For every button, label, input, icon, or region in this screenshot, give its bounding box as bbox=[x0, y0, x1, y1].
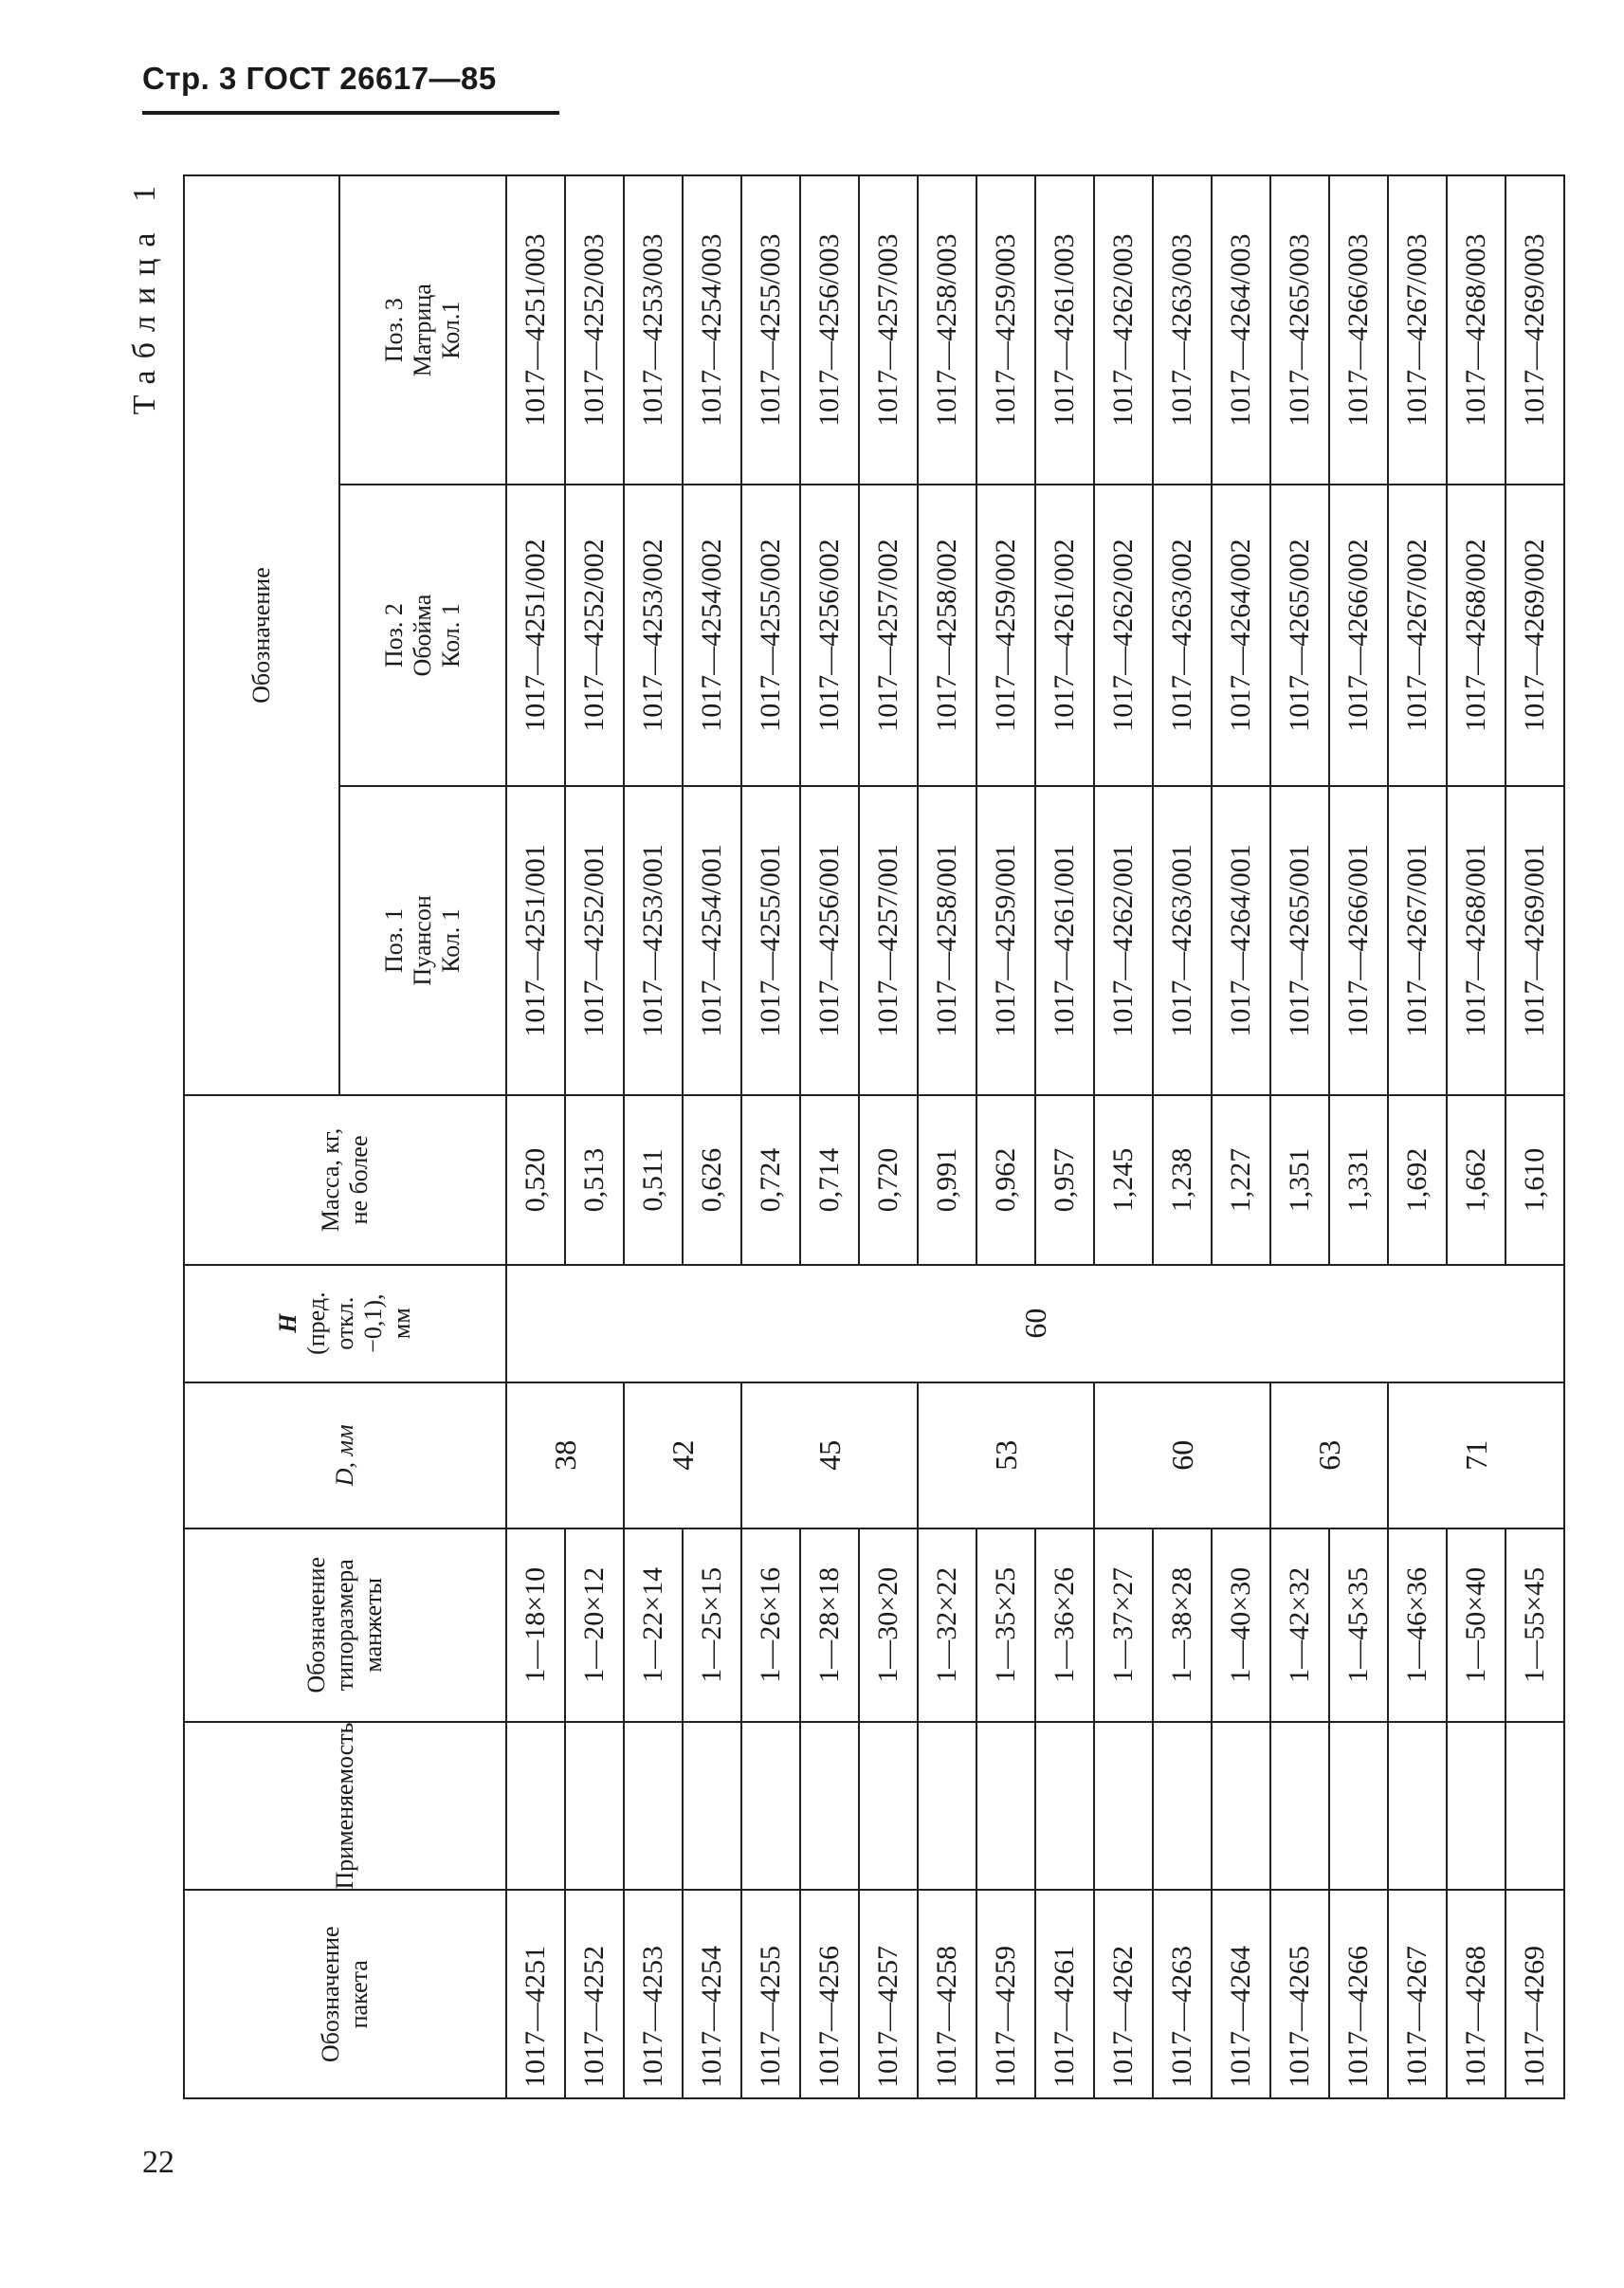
package-cell: 1017—4252 bbox=[565, 1891, 624, 2099]
pos2-cell: 1017—4261/002 bbox=[1035, 485, 1094, 785]
header-rule bbox=[142, 111, 559, 115]
pos1-cell: 1017—4257/001 bbox=[859, 786, 918, 1095]
applicability-cell bbox=[1153, 1722, 1212, 1891]
pos1-cell: 1017—4267/001 bbox=[1388, 786, 1447, 1095]
table-row bbox=[859, 175, 918, 2098]
package-cell: 1017—4267 bbox=[1388, 1891, 1447, 2099]
header-pos3-line3: Кол.1 bbox=[437, 301, 465, 359]
header-pos2-line1: Поз. 2 bbox=[380, 603, 408, 668]
applicability-cell bbox=[741, 1722, 800, 1891]
pos1-cell: 1017—4262/001 bbox=[1094, 786, 1153, 1095]
table-row bbox=[1329, 175, 1388, 2098]
header-mass-line2: не более bbox=[345, 1135, 373, 1225]
pos2-cell: 1017—4267/002 bbox=[1388, 485, 1447, 785]
pos3-cell: 1017—4265/003 bbox=[1270, 175, 1329, 485]
pos1-cell: 1017—4269/001 bbox=[1505, 786, 1564, 1095]
pos1-cell: 1017—4253/001 bbox=[624, 786, 683, 1095]
mass-cell: 1,610 bbox=[1505, 1095, 1564, 1265]
pos1-cell: 1017—4256/001 bbox=[800, 786, 859, 1095]
applicability-cell bbox=[1212, 1722, 1270, 1891]
pos3-cell: 1017—4266/003 bbox=[1329, 175, 1388, 485]
pos2-cell: 1017—4266/002 bbox=[1329, 485, 1388, 785]
pos1-cell: 1017—4252/001 bbox=[565, 786, 624, 1095]
mass-cell: 1,351 bbox=[1270, 1095, 1329, 1265]
pos2-cell: 1017—4256/002 bbox=[800, 485, 859, 785]
mass-cell: 0,511 bbox=[624, 1095, 683, 1265]
applicability-cell bbox=[1505, 1722, 1564, 1891]
mass-cell: 0,513 bbox=[565, 1095, 624, 1265]
cuff-cell: 1—40×30 bbox=[1212, 1528, 1270, 1721]
package-cell: 1017—4257 bbox=[859, 1891, 918, 2099]
pos3-cell: 1017—4269/003 bbox=[1505, 175, 1564, 485]
pos2-cell: 1017—4254/002 bbox=[683, 485, 741, 785]
cuff-cell: 1—28×18 bbox=[800, 1528, 859, 1721]
mass-cell: 0,520 bbox=[506, 1095, 565, 1265]
package-cell: 1017—4269 bbox=[1505, 1891, 1564, 2099]
table-row bbox=[741, 175, 800, 2098]
pos2-cell: 1017—4252/002 bbox=[565, 485, 624, 785]
pos1-cell: 1017—4261/001 bbox=[1035, 786, 1094, 1095]
cuff-cell: 1—18×10 bbox=[506, 1528, 565, 1721]
applicability-cell bbox=[859, 1722, 918, 1891]
table-row bbox=[1447, 175, 1505, 2098]
header-h bbox=[184, 1265, 506, 1382]
table-caption: Таблица 1 bbox=[127, 174, 162, 415]
table-row bbox=[1094, 175, 1153, 2098]
pos1-cell: 1017—4259/001 bbox=[976, 786, 1035, 1095]
pos2-cell: 1017—4255/002 bbox=[741, 485, 800, 785]
package-cell: 1017—4265 bbox=[1270, 1891, 1329, 2099]
mass-cell: 0,991 bbox=[918, 1095, 976, 1265]
pos2-cell: 1017—4258/002 bbox=[918, 485, 976, 785]
pos3-cell: 1017—4256/003 bbox=[800, 175, 859, 485]
header-mass-line1: Масса, кг, bbox=[317, 1127, 344, 1233]
table-row bbox=[976, 175, 1035, 2098]
mass-cell: 1,238 bbox=[1153, 1095, 1212, 1265]
header-pos3 bbox=[339, 175, 506, 485]
header-h-line4: −0,1), bbox=[359, 1293, 387, 1353]
header-cuff bbox=[184, 1528, 506, 1721]
page-header: Стр. 3 ГОСТ 26617—85 bbox=[142, 61, 497, 96]
d-cell: 60 bbox=[1094, 1382, 1270, 1529]
header-designation: Обозначение bbox=[184, 175, 339, 1095]
pos1-cell: 1017—4263/001 bbox=[1153, 786, 1212, 1095]
applicability-cell bbox=[506, 1722, 565, 1891]
applicability-cell bbox=[683, 1722, 741, 1891]
pos3-cell: 1017—4258/003 bbox=[918, 175, 976, 485]
table-row bbox=[1212, 175, 1270, 2098]
page-number: 22 bbox=[142, 2145, 174, 2180]
header-d: D, мм bbox=[184, 1382, 506, 1529]
cuff-cell: 1—25×15 bbox=[683, 1528, 741, 1721]
header-applicability: Применяемость bbox=[184, 1722, 506, 1891]
applicability-cell bbox=[1094, 1722, 1153, 1891]
table-row bbox=[1153, 175, 1212, 2098]
pos2-cell: 1017—4253/002 bbox=[624, 485, 683, 785]
pos1-cell: 1017—4258/001 bbox=[918, 786, 976, 1095]
pos3-cell: 1017—4267/003 bbox=[1388, 175, 1447, 485]
package-cell: 1017—4253 bbox=[624, 1891, 683, 2099]
package-cell: 1017—4255 bbox=[741, 1891, 800, 2099]
pos2-cell: 1017—4269/002 bbox=[1505, 485, 1564, 785]
mass-cell: 1,692 bbox=[1388, 1095, 1447, 1265]
pos2-cell: 1017—4251/002 bbox=[506, 485, 565, 785]
d-cell: 53 bbox=[918, 1382, 1094, 1529]
mass-cell: 0,714 bbox=[800, 1095, 859, 1265]
cuff-cell: 1—35×25 bbox=[976, 1528, 1035, 1721]
cuff-cell: 1—26×16 bbox=[741, 1528, 800, 1721]
table-row bbox=[1505, 175, 1564, 2098]
header-h-line5: мм bbox=[388, 1308, 415, 1340]
applicability-cell bbox=[976, 1722, 1035, 1891]
package-cell: 1017—4259 bbox=[976, 1891, 1035, 2099]
header-pos1-line2: Пуансон bbox=[409, 895, 436, 986]
pos3-cell: 1017—4255/003 bbox=[741, 175, 800, 485]
header-pos2 bbox=[339, 485, 506, 785]
pos3-cell: 1017—4259/003 bbox=[976, 175, 1035, 485]
rotated-table-area bbox=[127, 174, 1550, 2099]
pos2-cell: 1017—4268/002 bbox=[1447, 485, 1505, 785]
pos3-cell: 1017—4261/003 bbox=[1035, 175, 1094, 485]
pos2-cell: 1017—4257/002 bbox=[859, 485, 918, 785]
pos1-cell: 1017—4251/001 bbox=[506, 786, 565, 1095]
mass-cell: 1,662 bbox=[1447, 1095, 1505, 1265]
pos2-cell: 1017—4264/002 bbox=[1212, 485, 1270, 785]
d-cell: 63 bbox=[1270, 1382, 1388, 1529]
pos3-cell: 1017—4262/003 bbox=[1094, 175, 1153, 485]
h-cell: 60 bbox=[506, 1265, 1564, 1382]
package-cell: 1017—4254 bbox=[683, 1891, 741, 2099]
mass-cell: 1,227 bbox=[1212, 1095, 1270, 1265]
pos3-cell: 1017—4252/003 bbox=[565, 175, 624, 485]
table-row bbox=[800, 175, 859, 2098]
header-h-line2: (пред. bbox=[302, 1291, 330, 1355]
table-row bbox=[683, 175, 741, 2098]
cuff-cell: 1—32×22 bbox=[918, 1528, 976, 1721]
pos3-cell: 1017—4263/003 bbox=[1153, 175, 1212, 485]
package-cell: 1017—4251 bbox=[506, 1891, 565, 2099]
applicability-cell bbox=[624, 1722, 683, 1891]
applicability-cell bbox=[918, 1722, 976, 1891]
pos1-cell: 1017—4255/001 bbox=[741, 786, 800, 1095]
mass-cell: 1,331 bbox=[1329, 1095, 1388, 1265]
d-cell: 42 bbox=[624, 1382, 741, 1529]
pos3-cell: 1017—4253/003 bbox=[624, 175, 683, 485]
pos2-cell: 1017—4262/002 bbox=[1094, 485, 1153, 785]
header-cuff-line3: манжеты bbox=[359, 1577, 387, 1673]
header-h-line1: H bbox=[274, 1313, 301, 1333]
package-cell: 1017—4266 bbox=[1329, 1891, 1388, 2099]
package-cell: 1017—4261 bbox=[1035, 1891, 1094, 2099]
cuff-cell: 1—50×40 bbox=[1447, 1528, 1505, 1721]
cuff-cell: 1—22×14 bbox=[624, 1528, 683, 1721]
pos2-cell: 1017—4259/002 bbox=[976, 485, 1035, 785]
header-pos1-line1: Поз. 1 bbox=[380, 907, 408, 973]
mass-cell: 0,724 bbox=[741, 1095, 800, 1265]
mass-cell: 0,957 bbox=[1035, 1095, 1094, 1265]
spec-table bbox=[183, 174, 1565, 2099]
pos1-cell: 1017—4265/001 bbox=[1270, 786, 1329, 1095]
package-cell: 1017—4264 bbox=[1212, 1891, 1270, 2099]
header-pos1 bbox=[339, 786, 506, 1095]
mass-cell: 1,245 bbox=[1094, 1095, 1153, 1265]
cuff-cell: 1—37×27 bbox=[1094, 1528, 1153, 1721]
applicability-cell bbox=[1270, 1722, 1329, 1891]
pos3-cell: 1017—4251/003 bbox=[506, 175, 565, 485]
package-cell: 1017—4256 bbox=[800, 1891, 859, 2099]
header-pos2-line2: Обойма bbox=[409, 594, 436, 677]
pos3-cell: 1017—4268/003 bbox=[1447, 175, 1505, 485]
table-row bbox=[565, 175, 624, 2098]
cuff-cell: 1—46×36 bbox=[1388, 1528, 1447, 1721]
cuff-cell: 1—45×35 bbox=[1329, 1528, 1388, 1721]
package-cell: 1017—4263 bbox=[1153, 1891, 1212, 2099]
cuff-cell: 1—30×20 bbox=[859, 1528, 918, 1721]
table-row bbox=[918, 175, 976, 2098]
cuff-cell: 1—20×12 bbox=[565, 1528, 624, 1721]
cuff-cell: 1—36×26 bbox=[1035, 1528, 1094, 1721]
table-row bbox=[624, 175, 683, 2098]
package-cell: 1017—4268 bbox=[1447, 1891, 1505, 2099]
header-mass bbox=[184, 1095, 506, 1265]
table-row bbox=[1035, 175, 1094, 2098]
header-cuff-line1: Обозначение bbox=[302, 1556, 330, 1693]
applicability-cell bbox=[1447, 1722, 1505, 1891]
pos1-cell: 1017—4266/001 bbox=[1329, 786, 1388, 1095]
pos1-cell: 1017—4268/001 bbox=[1447, 786, 1505, 1095]
applicability-cell bbox=[565, 1722, 624, 1891]
table-row bbox=[506, 175, 565, 2098]
applicability-cell bbox=[1388, 1722, 1447, 1891]
pos3-cell: 1017—4257/003 bbox=[859, 175, 918, 485]
header-pos2-line3: Кол. 1 bbox=[437, 603, 465, 668]
mass-cell: 0,626 bbox=[683, 1095, 741, 1265]
pos2-cell: 1017—4263/002 bbox=[1153, 485, 1212, 785]
pos1-cell: 1017—4264/001 bbox=[1212, 786, 1270, 1095]
package-cell: 1017—4258 bbox=[918, 1891, 976, 2099]
pos1-cell: 1017—4254/001 bbox=[683, 786, 741, 1095]
cuff-cell: 1—55×45 bbox=[1505, 1528, 1564, 1721]
d-cell: 38 bbox=[506, 1382, 624, 1529]
mass-cell: 0,720 bbox=[859, 1095, 918, 1265]
header-pos1-line3: Кол. 1 bbox=[437, 908, 465, 973]
package-cell: 1017—4262 bbox=[1094, 1891, 1153, 2099]
header-package: Обозначение пакета bbox=[184, 1891, 506, 2099]
mass-cell: 0,962 bbox=[976, 1095, 1035, 1265]
table-row bbox=[1270, 175, 1329, 2098]
table-row bbox=[1388, 175, 1447, 2098]
header-pos3-line1: Поз. 3 bbox=[380, 298, 408, 363]
d-cell: 45 bbox=[741, 1382, 918, 1529]
header-h-line3: откл. bbox=[331, 1296, 358, 1350]
header-cuff-line2: типоразмера bbox=[331, 1559, 358, 1692]
header-pos3-line2: Матрица bbox=[409, 284, 436, 377]
cuff-cell: 1—38×28 bbox=[1153, 1528, 1212, 1721]
applicability-cell bbox=[800, 1722, 859, 1891]
pos2-cell: 1017—4265/002 bbox=[1270, 485, 1329, 785]
pos3-cell: 1017—4264/003 bbox=[1212, 175, 1270, 485]
pos3-cell: 1017—4254/003 bbox=[683, 175, 741, 485]
applicability-cell bbox=[1329, 1722, 1388, 1891]
applicability-cell bbox=[1035, 1722, 1094, 1891]
d-cell: 71 bbox=[1388, 1382, 1564, 1529]
cuff-cell: 1—42×32 bbox=[1270, 1528, 1329, 1721]
